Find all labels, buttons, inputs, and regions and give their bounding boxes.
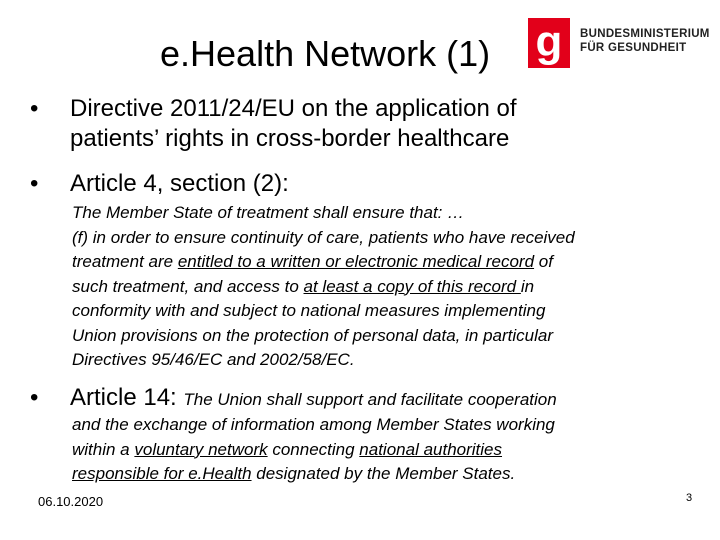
ministry-logo <box>528 18 710 68</box>
ministry-logo-text <box>580 27 710 55</box>
logo-line-1: BUNDESMINISTERIUM <box>580 28 710 40</box>
quote-line: Directives 95/46/EC and 2002/58/EC. <box>72 350 355 369</box>
quote-line: responsible for e.Health designated by the Member States. <box>72 464 516 483</box>
quote-line: conformity with and subject to national measures implementing <box>72 301 546 320</box>
quote-line: The Member State of treatment shall ensure that: … <box>72 203 465 222</box>
underlined-phrase: entitled to a written or electronic medical record <box>177 252 535 271</box>
quote-line: such treatment, and access to at least a copy of this record in <box>72 276 535 296</box>
quote-line: (f) in order to ensure continuity of care, patients who have received <box>72 227 575 247</box>
bullet-dot: • <box>30 170 39 197</box>
quote-line: Union provisions on the protection of personal data, in particular <box>72 325 554 345</box>
footer-date: 06.10.2020 <box>38 494 104 509</box>
svg-text:g: g <box>535 18 563 66</box>
article-14-quote <box>72 413 555 487</box>
underlined-phrase: responsible for e.Health <box>72 464 252 483</box>
bullet-dot: • <box>30 384 39 411</box>
logo-line-2: FÜR GESUNDHEIT <box>580 42 687 54</box>
ministry-logo-mark-icon <box>528 18 570 68</box>
underlined-phrase: at least a copy of this record <box>303 276 521 296</box>
underlined-phrase: national authorities <box>359 439 503 459</box>
bullet-article-4-text: Article 4, section (2): <box>70 170 289 197</box>
quote-line: and the exchange of information among Member States working <box>72 415 555 434</box>
article-4-quote <box>72 201 575 373</box>
bullet-directive-line-1: Directive 2011/24/EU on the application of <box>70 95 517 122</box>
bullet-dot: • <box>30 95 39 122</box>
bullet-directive-line-2: patients’ rights in cross-border healthcare <box>70 125 510 152</box>
bullet-article-14-head: Article 14: <box>70 384 177 411</box>
quote-line: treatment are entitled to a written or electronic medical record of <box>72 252 553 271</box>
page-number: 3 <box>686 492 693 504</box>
slide-title: e.Health Network (1) <box>160 33 491 74</box>
bullet-article-14-inline: The Union shall support and facilitate cooperation <box>183 390 557 409</box>
underlined-phrase: voluntary network <box>134 439 268 459</box>
quote-line: within a voluntary network connecting national authorities <box>72 439 503 459</box>
